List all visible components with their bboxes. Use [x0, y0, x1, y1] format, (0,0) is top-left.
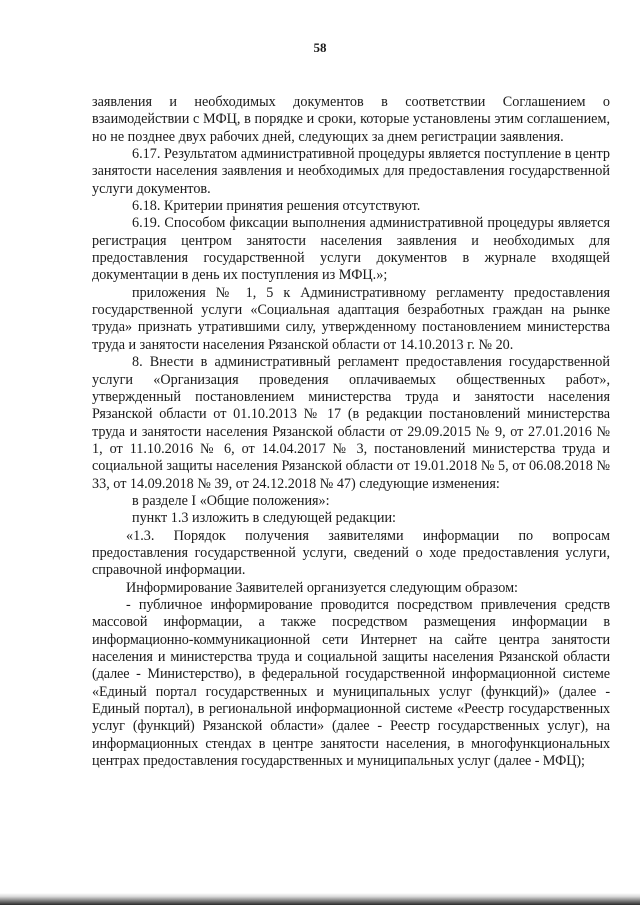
paragraph-informing: Информирование Заявителей организуется следующим образом: — [126, 579, 518, 596]
paragraph-section-1: в разделе I «Общие положения»: — [132, 492, 330, 509]
page-number: 58 — [313, 40, 327, 55]
paragraph-point-1-3: пункт 1.3 изложить в следующей редакции: — [132, 510, 396, 527]
paragraph-public-informing: - публичное информирование проводится посредством привлечения средств массовой информации, а также посредством размещения информации в информационно-коммуникационной сети Интернет на сайте центра занятости населения и министерства труда и социальной защиты населения Рязанской области (далее - Министерство), в федеральной государственной информационной системе «Единый портал государственных и муниципальных услуг (функций)» (далее - Единый портал), в региональной информационной системе «Реестр государственных услуг (функций) Рязанской области» (далее - Реестр государственных услуг), на информационных стендах в центре занятости населения, в многофункциональных центрах предоставления государственных и муниципальных услуг (далее - МФЦ); — [92, 596, 610, 770]
paragraph-6-18: 6.18. Критерии принятия решения отсутствуют. — [132, 198, 421, 215]
paragraph-appendix: приложения № 1, 5 к Административному регламенту предоставления государственной услуги «Социальная адаптация безработных граждан на рынке труда» признать утратившими силу, утвержденному постановлением министерства труда и занятости населения Рязанской области от 14.10.2013 г. № 20. — [92, 284, 610, 353]
body-text — [92, 94, 610, 770]
paragraph-6-17: 6.17. Результатом административной процедуры является поступление в центр занятости населения заявления и необходимых для предоставления государственной услуги документов. — [92, 146, 610, 197]
paragraph-6-19: 6.19. Способом фиксации выполнения административной процедуры является регистрация центром занятости населения заявления и необходимых для предоставления государственной услуги документов в журнале входящей документации в день их поступления из МФЦ.»; — [92, 215, 610, 284]
paragraph-item-8: 8. Внести в административный регламент предоставления государственной услуги «Организация проведения оплачиваемых общественных работ», утвержденный постановлением министерства труда и занятости населения Рязанской области от 01.10.2013 № 17 (в редакции постановлений министерства труда и занятости населения Рязанской области от 29.09.2015 № 9, от 27.01.2016 № 1, от 11.10.2016 № 6, от 14.04.2017 № 3, постановлений министерства труда и социальной защиты населения Рязанской области от 19.01.2018 № 5, от 06.08.2018 № 33, от 14.09.2018 № 39, от 24.12.2018 № 47) следующие изменения: — [92, 354, 610, 492]
paragraph-1-3-text: «1.3. Порядок получения заявителями информации по вопросам предоставления государственной услуги, сведений о ходе предоставления услуги, справочной информации. — [92, 527, 610, 579]
paragraph-1: заявления и необходимых документов в соответствии Соглашением о взаимодействии с МФЦ, в порядке и сроки, которые установлены этим соглашением, но не позднее двух рабочих дней, следующих за днем регистрации заявления. — [92, 94, 610, 145]
scan-bottom-edge — [0, 893, 640, 905]
